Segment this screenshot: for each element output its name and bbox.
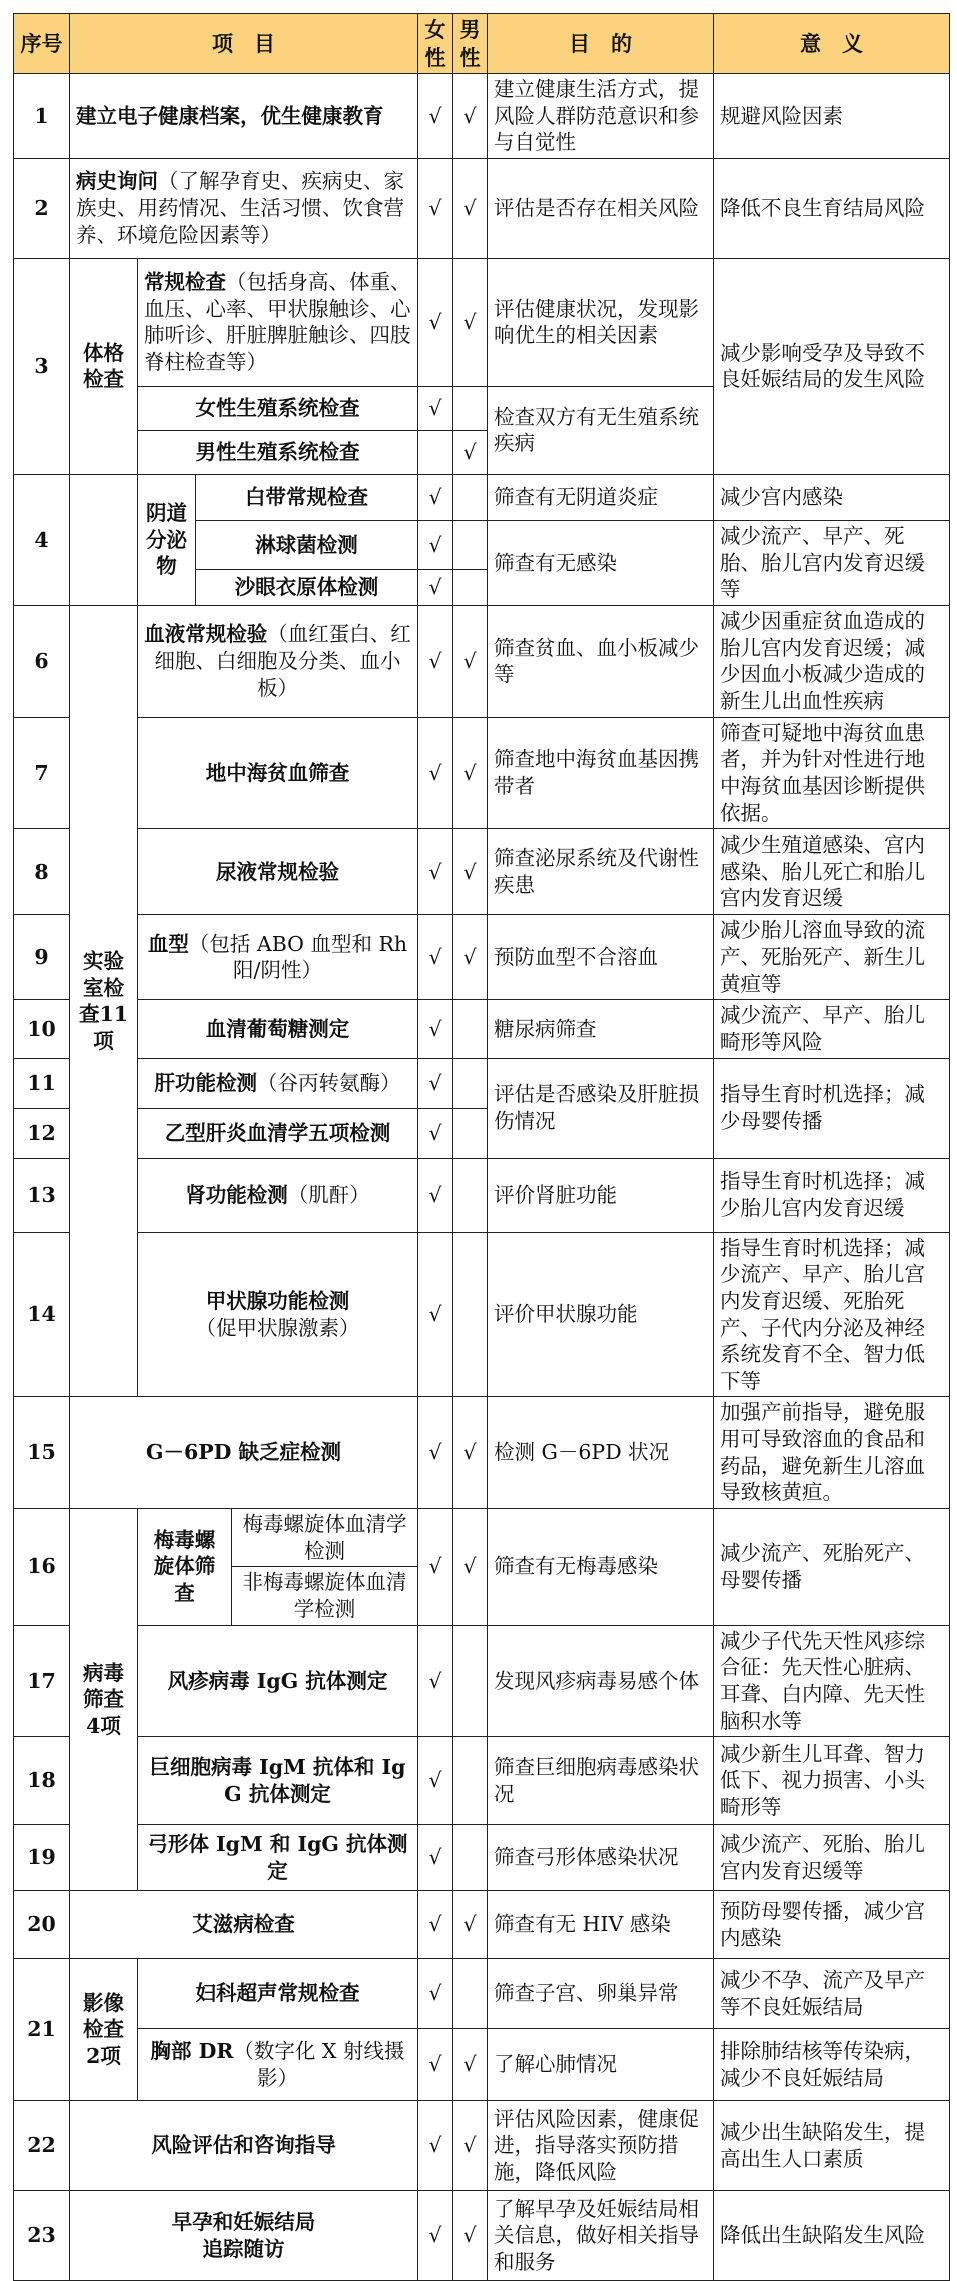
row-number: 18 [14,1737,70,1825]
item-cell: 男性生殖系统检查 [138,430,418,474]
item-cell [138,258,418,386]
meaning-cell: 减少胎儿溶血导致的流产、死胎死产、新生儿黄疸等 [714,915,950,1000]
group-label: 实验室检查11项 [70,605,138,1397]
row-number: 13 [14,1158,70,1232]
meaning-cell: 指导生育时机选择；减少流产、早产、胎儿宫内发育迟缓、死胎死产、子代内分泌及神经系统发育不全、智力低下等 [714,1232,950,1397]
purpose-cell: 评估风险因素，健康促进，指导落实预防措施，降低风险 [488,2101,714,2191]
female-check: √ [418,1625,453,1737]
male-check: √ [453,158,488,258]
male-check-empty [453,386,488,430]
purpose-cell: 检测 G－6PD 状况 [488,1397,714,1509]
item-cell: 梅毒螺旋体血清学检测 [232,1509,418,1567]
item-cell: 尿液常规检验 [138,829,418,915]
female-check: √ [418,74,453,159]
female-check: √ [418,1158,453,1232]
row-number: 10 [14,1000,70,1058]
purpose-cell: 筛查弓形体感染状况 [488,1825,714,1891]
meaning-cell: 减少不孕、流产及早产等不良妊娠结局 [714,1959,950,2029]
row-number: 22 [14,2101,70,2191]
meaning-cell: 减少新生儿耳聋、智力低下、视力损害、小头畸形等 [714,1737,950,1825]
meaning-cell: 排除肺结核等传染病，减少不良妊娠结局 [714,2029,950,2101]
female-check: √ [418,1232,453,1397]
female-check: √ [418,829,453,915]
table-row [14,915,950,1000]
male-check-empty [453,1625,488,1737]
item-cell [138,915,418,1000]
item-cell: 乙型肝炎血清学五项检测 [138,1108,418,1158]
meaning-cell: 规避风险因素 [714,74,950,159]
meaning-cell: 减少影响受孕及导致不良妊娠结局的发生风险 [714,258,950,474]
table-row [14,717,950,829]
table-row [14,2101,950,2191]
item-cell: 弓形体 IgM 和 IgG 抗体测定 [138,1825,418,1891]
group-label: 病毒筛查4项 [70,1509,138,1891]
female-check: √ [418,1108,453,1158]
purpose-cell: 筛查有无感染 [488,520,714,605]
male-check: √ [453,2101,488,2191]
row-number: 19 [14,1825,70,1891]
meaning-cell: 预防母婴传播，减少宫内感染 [714,1891,950,1959]
female-check: √ [418,569,453,605]
table-row [14,158,950,258]
male-check: √ [453,915,488,1000]
row-number: 6 [14,605,70,717]
table-row [14,1891,950,1959]
meaning-cell: 减少生殖道感染、宫内感染、胎儿死亡和胎儿宫内发育迟缓 [714,829,950,915]
item-cell [138,1158,418,1232]
female-check: √ [418,158,453,258]
male-check-empty [453,1058,488,1108]
purpose-cell: 评估健康状况，发现影响优生的相关因素 [488,258,714,386]
table-row [14,1058,950,1108]
meaning-cell: 降低不良生育结局风险 [714,158,950,258]
purpose-cell: 评估是否存在相关风险 [488,158,714,258]
subgroup-label: 梅毒螺旋体筛查 [138,1509,232,1626]
male-check: √ [453,2029,488,2101]
purpose-cell: 筛查泌尿系统及代谢性疾患 [488,829,714,915]
header-item: 项 目 [70,14,418,74]
item-note: （谷丙转氨酶） [257,1070,401,1095]
female-check: √ [418,1737,453,1825]
purpose-cell: 预防血型不合溶血 [488,915,714,1000]
row-number: 11 [14,1058,70,1108]
item-cell: 妇科超声常规检查 [138,1959,418,2029]
male-check-empty [453,1825,488,1891]
purpose-cell: 糖尿病筛查 [488,1000,714,1058]
meaning-cell: 指导生育时机选择；减少母婴传播 [714,1058,950,1158]
table-row [14,1825,950,1891]
table-row [14,605,950,717]
purpose-cell: 筛查有无梅毒感染 [488,1509,714,1626]
female-check: √ [418,1058,453,1108]
male-check: √ [453,1509,488,1626]
female-check: √ [418,605,453,717]
female-check: √ [418,1397,453,1509]
male-check-empty [453,1000,488,1058]
male-check-empty [453,474,488,520]
purpose-cell: 评价甲状腺功能 [488,1232,714,1397]
female-check: √ [418,2191,453,2281]
table-row [14,1959,950,2029]
pre-pregnancy-checkup-table [13,13,950,2281]
item-note: （数字化 X 射线摄影） [233,2039,405,2090]
row-number: 15 [14,1397,70,1509]
header-meaning: 意 义 [714,14,950,74]
male-check: √ [453,605,488,717]
item-note: （促甲状腺激素） [195,1315,360,1340]
table-row [14,1158,950,1232]
purpose-cell: 筛查巨细胞病毒感染状况 [488,1737,714,1825]
male-check-empty [453,1737,488,1825]
row-number: 16 [14,1509,70,1626]
female-check: √ [418,2101,453,2191]
row-number: 2 [14,158,70,258]
male-check: √ [453,74,488,159]
male-check: √ [453,829,488,915]
item-title: 肝功能检测 [154,1070,257,1095]
male-check: √ [453,1397,488,1509]
item-cell: 地中海贫血筛查 [138,717,418,829]
item-cell [70,158,418,258]
table-row [14,829,950,915]
row-number: 12 [14,1108,70,1158]
table-row [14,474,950,520]
item-cell [138,605,418,717]
purpose-cell: 筛查有无 HIV 感染 [488,1891,714,1959]
male-check-empty [453,1232,488,1397]
item-cell: G－6PD 缺乏症检测 [70,1397,418,1509]
female-check: √ [418,2029,453,2101]
group-spacer [70,474,138,605]
table-row [14,258,950,386]
item-title: 常规检查 [144,270,226,295]
purpose-cell: 检查双方有无生殖系统疾病 [488,386,714,474]
purpose-cell: 评估是否感染及肝脏损伤情况 [488,1058,714,1158]
meaning-cell: 减少出生缺陷发生，提高出生人口素质 [714,2101,950,2191]
male-check: √ [453,2191,488,2281]
item-note: （血红蛋白、红细胞、白细胞及分类、血小板） [154,622,411,700]
meaning-cell: 降低出生缺陷发生风险 [714,2191,950,2281]
male-check-empty [453,1959,488,2029]
header-female: 女性 [418,14,453,74]
purpose-cell: 筛查有无阴道炎症 [488,474,714,520]
meaning-cell: 减少流产、死胎、胎儿宫内发育迟缓等 [714,1825,950,1891]
table-row [14,1509,950,1567]
item-note: （肌酐） [287,1182,370,1207]
item-title: 肾功能检测 [185,1182,288,1207]
meaning-cell: 减少因重症贫血造成的胎儿宫内发育迟缓；减少因血小板减少造成的新生儿出血性疾病 [714,605,950,717]
female-check: √ [418,474,453,520]
table-row [14,1232,950,1397]
item-note: （包括身高、体重、血压、心率、甲状腺触诊、心肺听诊、肝脏脾脏触诊、四肢脊柱检查等） [144,270,411,375]
meaning-cell: 减少流产、死胎死产、母婴传播 [714,1509,950,1626]
male-check: √ [453,717,488,829]
item-cell: 建立电子健康档案，优生健康教育 [70,74,418,159]
item-title: 血液常规检验 [144,622,268,647]
female-check: √ [418,1959,453,2029]
group-label: 体格检查 [70,258,138,474]
item-note: （包括 ABO 血型和 Rh 阳/阴性） [188,931,408,983]
male-check: √ [453,430,488,474]
meaning-cell: 减少宫内感染 [714,474,950,520]
item-title: 病史询问 [76,169,158,194]
male-check-empty [453,1108,488,1158]
item-cell: 女性生殖系统检查 [138,386,418,430]
table-row [14,1737,950,1825]
table-row [14,1397,950,1509]
meaning-cell: 减少子代先天性风疹综合征：先天性心脏病、耳聋、白内障、先天性脑积水等 [714,1625,950,1737]
item-cell: 血清葡萄糖测定 [138,1000,418,1058]
item-title: 血型 [147,931,189,956]
item-cell: 巨细胞病毒 IgM 抗体和 IgG 抗体测定 [138,1737,418,1825]
table-row [14,1625,950,1737]
meaning-cell: 加强产前指导，避免服用可导致溶血的食品和药品，避免新生儿溶血导致核黄疸。 [714,1397,950,1509]
header-purpose: 目 的 [488,14,714,74]
table-row [14,74,950,159]
meaning-cell: 筛查可疑地中海贫血患者，并为针对性进行地中海贫血基因诊断提供依据。 [714,717,950,829]
male-check-empty [453,1158,488,1232]
header-male: 男性 [453,14,488,74]
male-check-empty [453,520,488,569]
purpose-cell: 筛查子宫、卵巢异常 [488,1959,714,2029]
table-row [14,2029,950,2101]
row-number: 14 [14,1232,70,1397]
item-title-line2: 追踪随访 [202,2236,285,2261]
row-number: 20 [14,1891,70,1959]
female-check: √ [418,1000,453,1058]
meaning-cell: 减少流产、早产、死胎、胎儿宫内发育迟缓等 [714,520,950,605]
purpose-cell: 了解心肺情况 [488,2029,714,2101]
item-cell [138,1232,418,1397]
female-check: √ [418,520,453,569]
purpose-cell: 评价肾脏功能 [488,1158,714,1232]
item-cell: 风疹病毒 IgG 抗体测定 [138,1625,418,1737]
purpose-cell: 筛查贫血、血小板减少等 [488,605,714,717]
male-check: √ [453,258,488,386]
item-cell: 艾滋病检查 [70,1891,418,1959]
female-check: √ [418,1891,453,1959]
item-cell [70,2191,418,2281]
female-check: √ [418,1825,453,1891]
male-check: √ [453,1891,488,1959]
subgroup-label: 阴道分泌物 [138,474,196,605]
meaning-cell: 减少流产、早产、胎儿畸形等风险 [714,1000,950,1058]
female-check: √ [418,717,453,829]
header-row [14,14,950,74]
female-check-empty [418,430,453,474]
meaning-cell: 指导生育时机选择；减少胎儿宫内发育迟缓 [714,1158,950,1232]
purpose-cell: 筛查地中海贫血基因携带者 [488,717,714,829]
item-title: 甲状腺功能检测 [205,1288,350,1313]
group-label: 影像检查2项 [70,1959,138,2101]
row-number: 21 [14,1959,70,2101]
female-check: √ [418,258,453,386]
row-number: 7 [14,717,70,829]
item-note: （了解孕育史、疾病史、家族史、用药情况、生活习惯、饮食营养、环境危险因素等） [76,169,404,247]
row-number: 1 [14,74,70,159]
item-title: 胸部 DR [150,2039,234,2063]
purpose-cell: 了解早孕及妊娠结局相关信息，做好相关指导和服务 [488,2191,714,2281]
header-seq: 序号 [14,14,70,74]
female-check: √ [418,386,453,430]
female-check: √ [418,1509,453,1626]
item-cell [138,2029,418,2101]
row-number: 9 [14,915,70,1000]
male-check-empty [453,569,488,605]
table-row [14,1000,950,1058]
item-cell: 非梅毒螺旋体血清学检测 [232,1567,418,1625]
item-cell: 淋球菌检测 [196,520,418,569]
table-row [14,2191,950,2281]
item-cell [138,1058,418,1108]
item-title-line1: 早孕和妊娠结局 [171,2210,316,2234]
row-number: 23 [14,2191,70,2281]
item-cell: 沙眼衣原体检测 [196,569,418,605]
item-cell: 白带常规检查 [196,474,418,520]
purpose-cell: 建立健康生活方式，提风险人群防范意识和参与自觉性 [488,74,714,159]
row-number: 4 [14,474,70,605]
row-number: 3 [14,258,70,474]
item-cell: 风险评估和咨询指导 [70,2101,418,2191]
row-number: 17 [14,1625,70,1737]
row-number: 8 [14,829,70,915]
purpose-cell: 发现风疹病毒易感个体 [488,1625,714,1737]
female-check: √ [418,915,453,1000]
